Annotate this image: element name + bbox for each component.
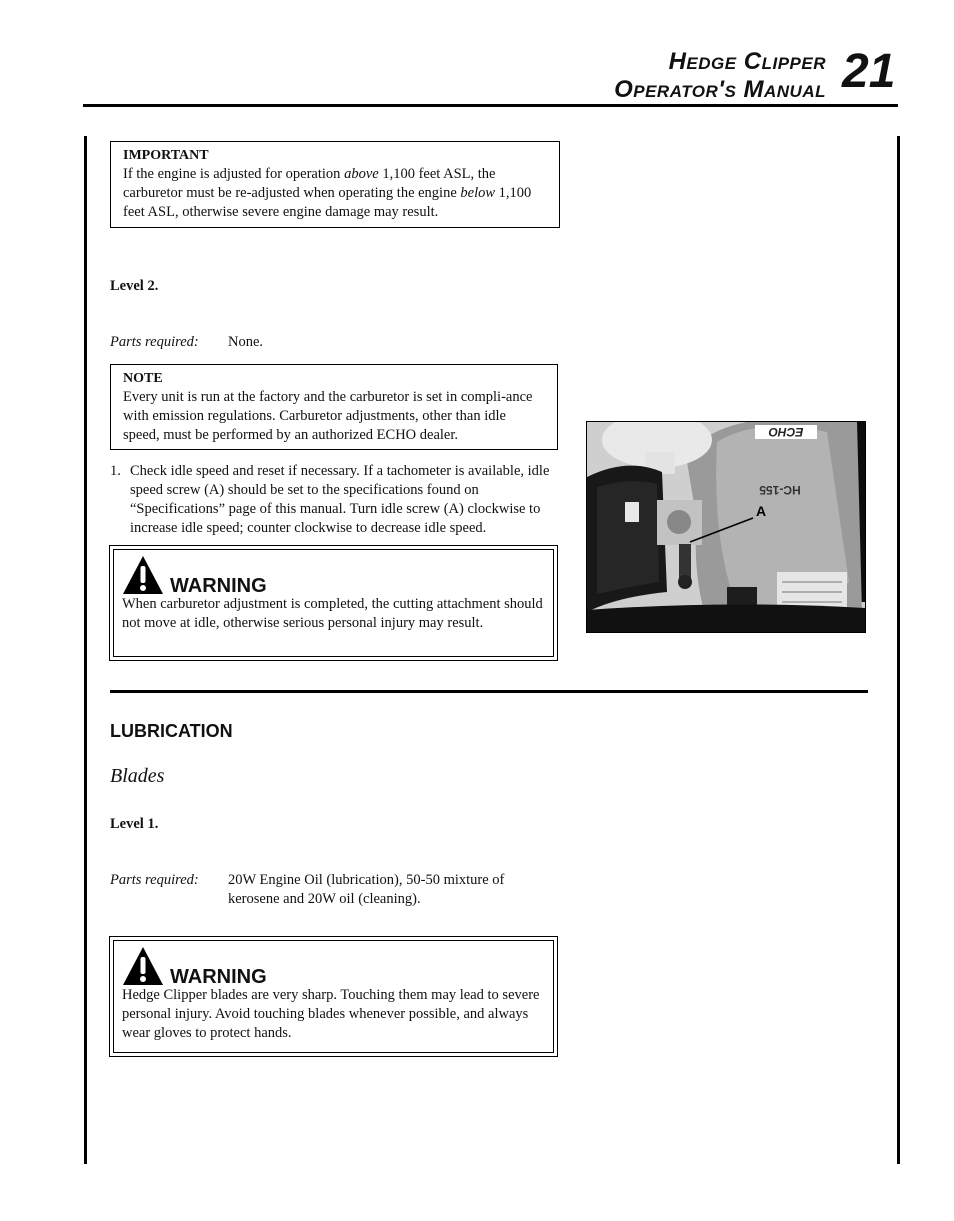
section-divider [110,690,868,693]
warning-box-1 [109,545,558,661]
warning-text-2: Hedge Clipper blades are very sharp. Touching them may lead to severe personal injury. Avoid touching blades whenever possible, and always wear gloves to protect hands. [122,987,540,1041]
warning-label-2: WARNING [170,966,267,988]
warning-label-1: WARNING [170,575,267,597]
warning-triangle-icon [122,555,164,595]
note-heading: NOTE [123,371,163,386]
important-text: If the engine is adjusted for operation above 1,100 feet ASL, the carburetor must be re-adjusted when operating the engine below 1,100 feet ASL, otherwise severe engine damage may result. [123,166,532,220]
important-heading: IMPORTANT [123,148,209,163]
parts-required-value: None. [228,334,264,350]
left-margin-bar [84,136,87,1164]
warning-box-2 [109,936,558,1057]
blades-subheading: Blades [110,765,165,787]
step-number: 1. [110,463,121,479]
step-text: Check idle speed and reset if necessary. If a tachometer is available, idle speed screw (A) should be set to the specifications found on “Specifications” page of this manual. Turn idle screw (A) clockwise to increase idle speed; counter clockwise to decrease idle speed. [130,463,550,536]
level-label-1: Level 1. [110,816,159,832]
right-margin-bar [897,136,900,1164]
level-label-2: Level 2. [110,278,159,294]
photo-model-text: HC-155 [759,483,801,497]
photo-brand-text: ECHO [768,425,804,439]
page-number: 21 [842,45,896,98]
header-title-line1: Hedge Clipper [668,48,826,75]
note-text: Every unit is run at the factory and the carburetor is set in compli-ance with emission regulations. Carburetor adjustments, other than idle speed, must be performed by an authorized ECHO dealer. [123,389,533,443]
warning-text-1: When carburetor adjustment is completed, the cutting attachment should not move at idle, otherwise serious personal injury may result. [122,596,543,631]
carburetor-illustration [587,422,865,632]
lubrication-heading: LUBRICATION [110,721,233,741]
page-header-title [614,48,826,104]
note-box [110,364,558,450]
carburetor-photo [586,421,866,633]
lub-parts-required-label: Parts required: [110,872,199,888]
header-title-line2: Operator's Manual [614,76,826,103]
important-box [110,141,560,228]
lub-parts-required-value: 20W Engine Oil (lubrication), 50-50 mixture of kerosene and 20W oil (cleaning). [228,872,505,907]
warning-triangle-icon [122,946,164,986]
photo-callout-a: A [756,503,767,519]
parts-required-label: Parts required: [110,334,199,350]
header-rule [83,104,898,107]
